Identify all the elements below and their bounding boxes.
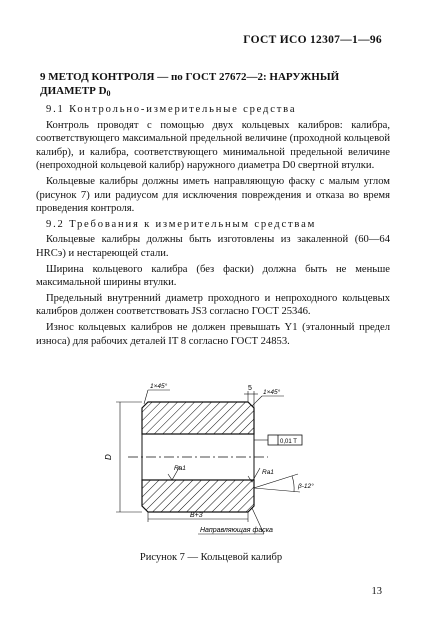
- label-width: B+3: [190, 512, 203, 519]
- label-five: 5: [248, 385, 252, 392]
- section-title: [40, 70, 390, 101]
- paragraph-material: Кольцевые калибры должны быть изготовлены из закаленной (60—64 HRCэ) и нестареющей стали.: [36, 234, 390, 259]
- label-runout: 0,01 T: [280, 439, 297, 445]
- paragraph-width: Ширина кольцевого калибра (без фаски) должна быть не меньше максимальной ширины втулки.: [36, 263, 390, 289]
- angle-arc: [292, 476, 294, 492]
- label-diameter: D: [104, 454, 113, 460]
- paragraph-diameter: Предельный внутренний диаметр проходного и непроходного кольцевых калибров должен соответствовать JS3 согласно ГОСТ 25346.: [36, 292, 390, 318]
- figure-caption: Рисунок 7 — Кольцевой калибр: [139, 552, 283, 563]
- section-title-subscript: 0: [106, 89, 111, 98]
- label-chamfer-left: 1×45°: [150, 383, 168, 390]
- label-guide-chamfer: Направляющая фаска: [200, 527, 273, 534]
- ring-gauge-drawing: [98, 383, 338, 548]
- paragraph-control: Контроль проводят с помощью двух кольцевых калибров: калибра, соответствующего максимальной предельной величине (проходной кольцевой калибр), и калибра, соответствующего минимальной предельной величине (непроходной кольцевой калибр) наружного диаметра D0 свертной втулки.: [36, 119, 390, 172]
- figure-ring-gauge: [98, 383, 338, 548]
- angle-line-lower: [254, 488, 300, 492]
- page-number: 13: [371, 586, 382, 597]
- upper-section: [142, 402, 254, 434]
- label-ra-right: Ra1: [262, 469, 274, 476]
- body-text: [36, 103, 390, 348]
- paragraph-chamfer: Кольцевые калибры должны иметь направляющую фаску с малым углом (рисунок 7) или радиусом для исключения повреждения и отказа во время проведения контроля.: [36, 175, 390, 215]
- angle-line-upper: [254, 474, 298, 488]
- label-ra-left: Ra1: [174, 465, 186, 472]
- section-title-text: 9 МЕТОД КОНТРОЛЯ — по ГОСТ 27672—2: НАРУЖНЫЙ ДИАМЕТР D: [40, 71, 340, 97]
- label-chamfer-right: 1×45°: [263, 389, 281, 396]
- page-header: ГОСТ ИСО 12307—1—96: [243, 34, 382, 46]
- leader-chamfer-right: [252, 396, 262, 406]
- subsection-heading-9-2: 9.2 Требования к измерительным средствам: [46, 218, 317, 230]
- lower-section: [142, 480, 254, 512]
- label-angle: β-12°: [298, 483, 314, 490]
- paragraph-wear: Износ кольцевых калибров не должен превышать Y1 (эталонный предел износа) для рабочих деталей IT 8 согласно ГОСТ 24853.: [36, 321, 390, 347]
- subsection-heading-9-1: 9.1 Контрольно-измерительные средства: [46, 104, 297, 115]
